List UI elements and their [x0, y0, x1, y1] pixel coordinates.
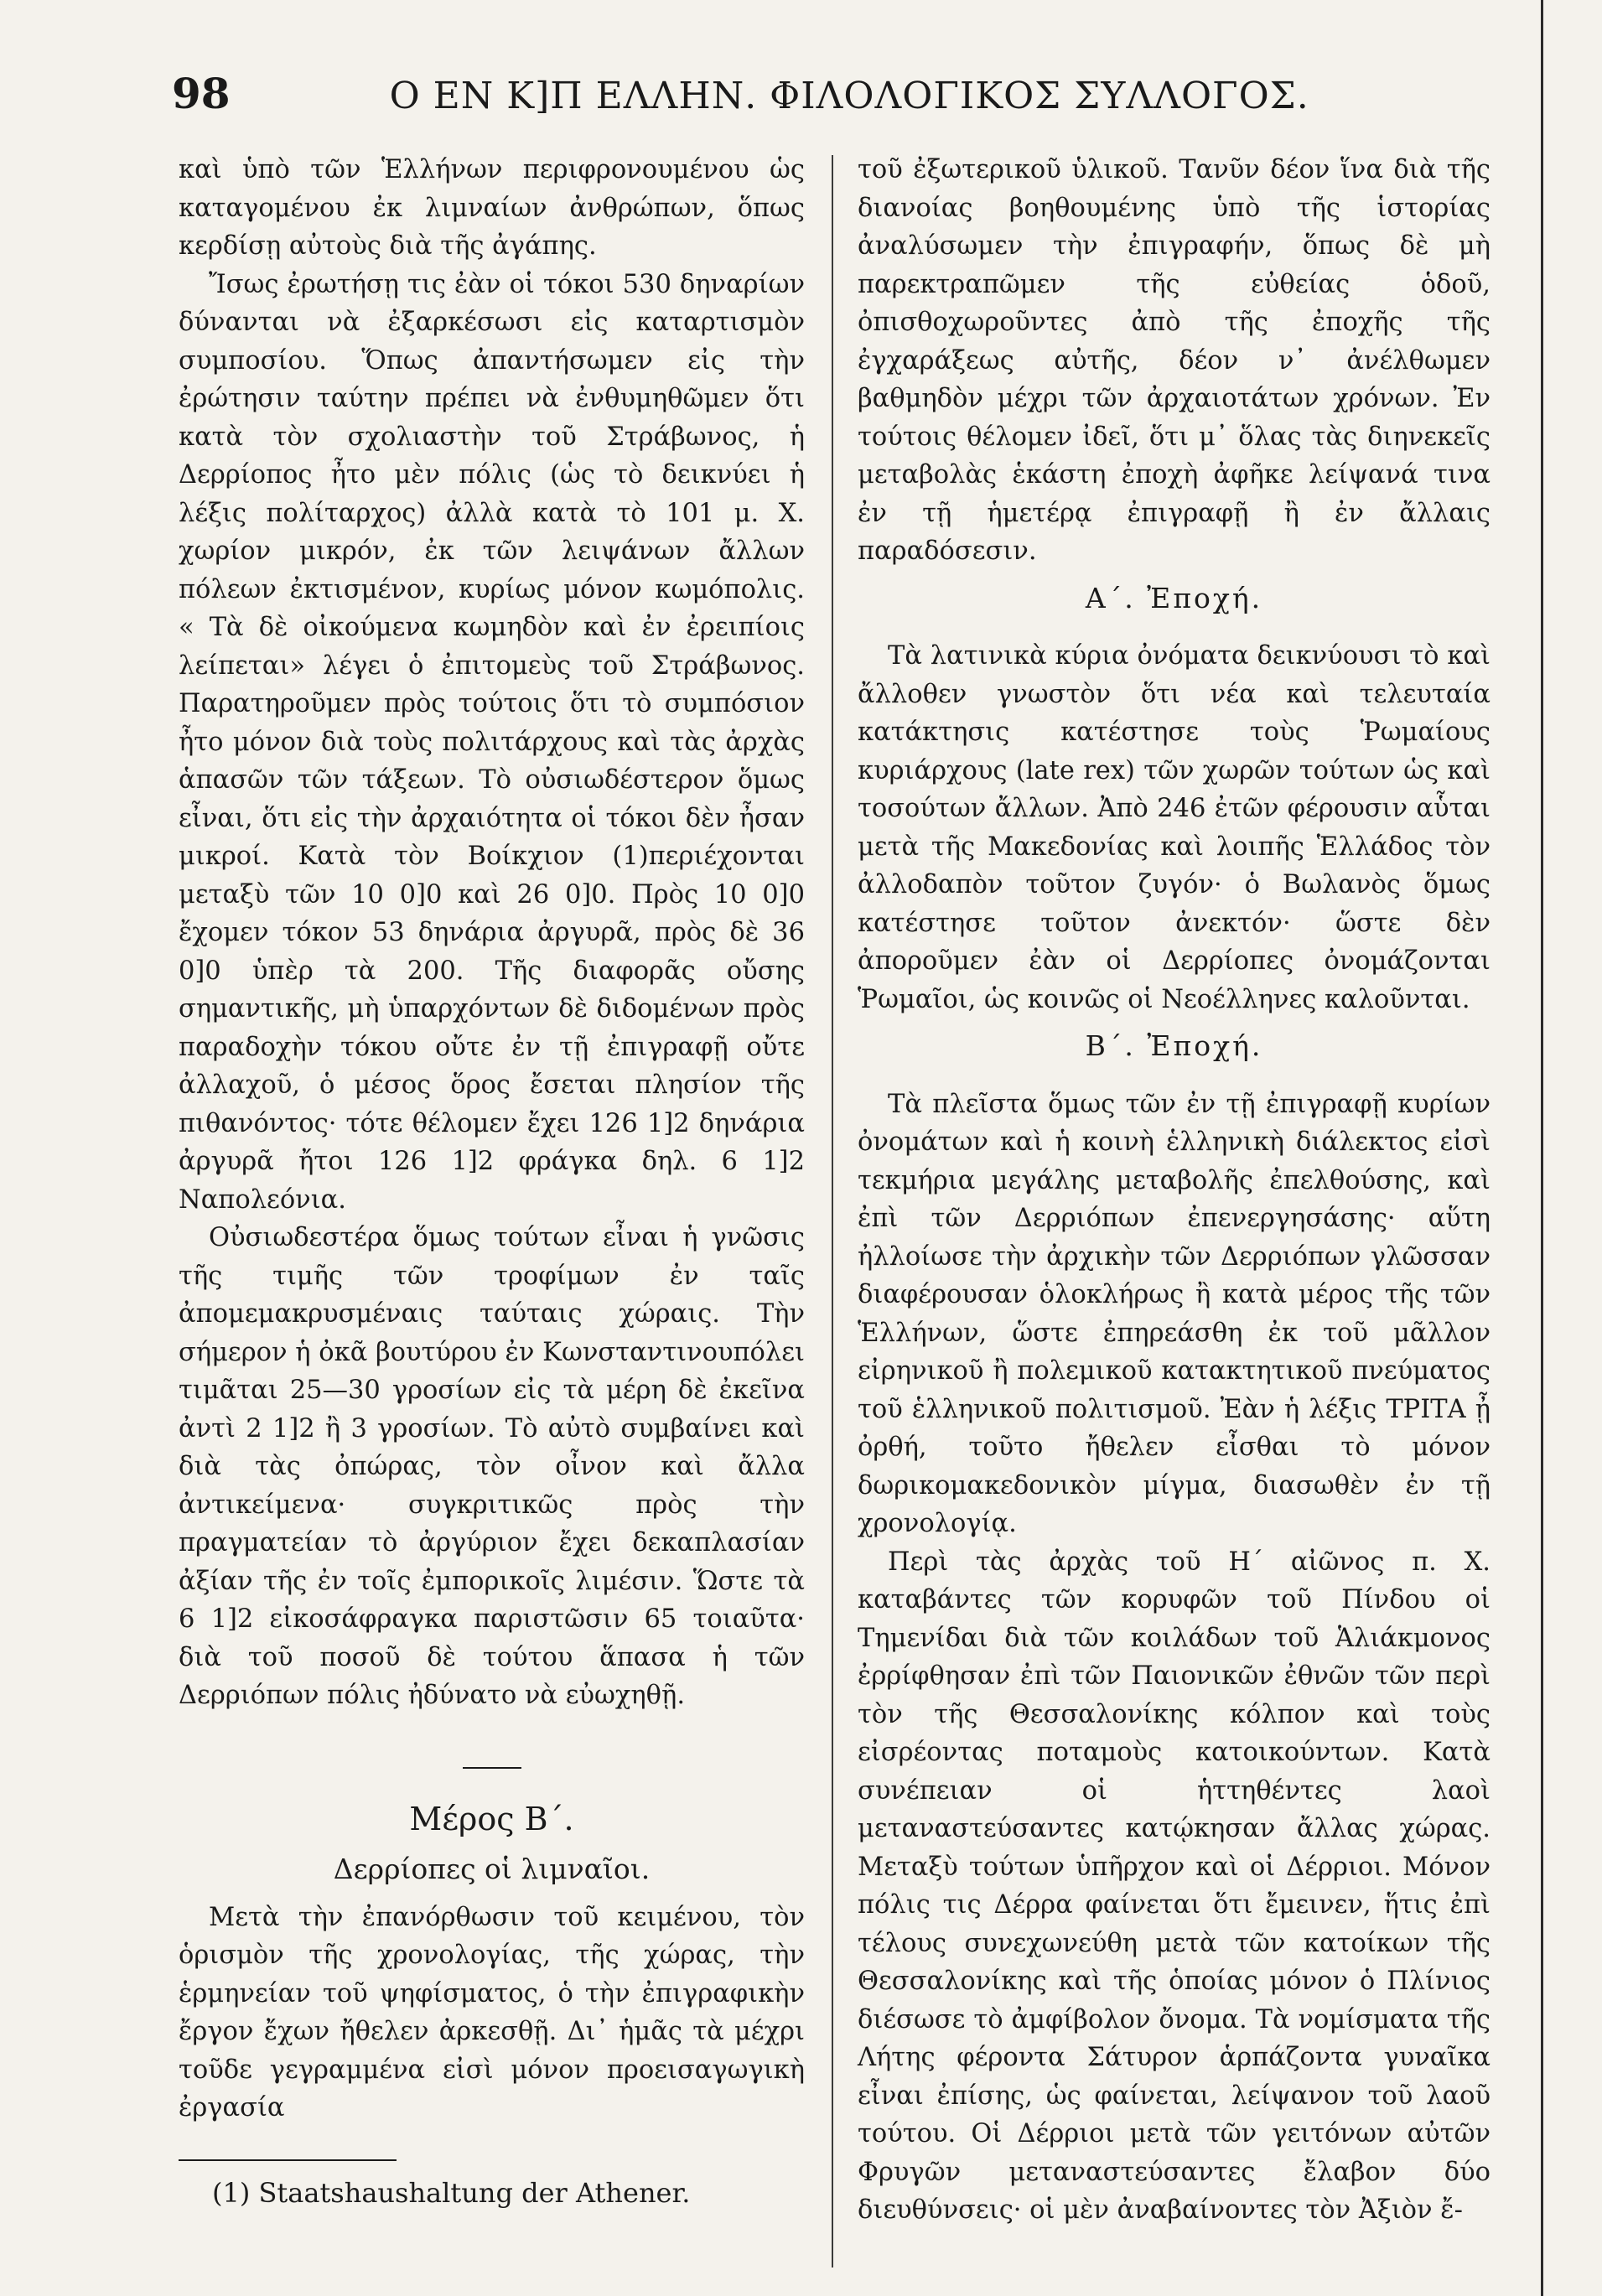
footnote-rule [179, 2159, 397, 2161]
paragraph: Οὐσιωδεστέρα ὅμως τούτων εἶναι ἡ γνῶσις τῆς τιμῆς τῶν τροφίμων ἐν ταῖς ἀπομεμακρυσμέναις ταύταις χώραις. Τὴν σήμερον ἡ ὀκᾶ βουτύρου ἐν Κωνσταντινουπόλει τιμᾶται 25—30 γροσίων εἰς τὰ μέρη δὲ ἐκεῖνα ἀντὶ 2 1]2 ἢ 3 γροσίων. Τὸ αὐτὸ συμβαίνει καὶ διὰ τὰς ὀπώρας, τὸν οἶνον καὶ ἄλλα ἀντικείμενα· συγκριτικῶς πρὸς τὴν πραγματείαν τὸ ἀργύριον ἔχει δεκαπλασίαν ἀξίαν τῆς ἐν τοῖς ἐμπορικοῖς λιμέσιν. Ὥστε τὰ 6 1]2 εἰκοσάφραγκα παριστῶσιν 65 τοιαῦτα· διὰ τοῦ ποσοῦ δὲ τούτου ἅπασα ἡ τῶν Δερριόπων πόλις ἠδύνατο νὰ εὐωχηθῇ. [179, 1223, 805, 1710]
page-header [172, 69, 1309, 127]
paragraph: Τὰ πλεῖστα ὅμως τῶν ἐν τῇ ἐπιγραφῇ κυρίων ὀνομάτων καὶ ἡ κοινὴ ἑλληνικὴ διάλεκτος εἰσὶ τεκμήρια μεγάλης μεταβολῆς ἐπελθούσης, καὶ ἐπὶ τῶν Δερριόπων ἐπενεργησάσης· αὕτη ἠλλοίωσε τὴν ἀρχικὴν τῶν Δερριόπων γλῶσσαν διαφέρουσαν ὁλοκλήρως ἢ κατὰ μέρος τῆς τῶν Ἑλλήνων, ὥστε ἐπηρεάσθη ἐκ τοῦ μᾶλλον εἰρηνικοῦ ἢ πολεμικοῦ κατακτητικοῦ πνεύματος τοῦ ἑλληνικοῦ πολιτισμοῦ. Ἐὰν ἡ λέξις ΤΡΙΤΑ ᾖ ὀρθή, τοῦτο ἤθελεν εἶσθαι τὸ μόνον δωρικομακεδονικὸν μίγμα, διασωθὲν ἐν τῇ χρονολογίᾳ. [858, 1089, 1491, 1538]
epoch-b-heading: Β΄. Ἐποχή. [1085, 1029, 1263, 1062]
section-divider [463, 1767, 521, 1769]
left-column [179, 151, 805, 2212]
running-title: Ο ΕΝ Κ]Π ΕΛΛΗΝ. ΦΙΛΟΛΟΓΙΚΟΣ ΣΥΛΛΟΓΟΣ. [389, 75, 1309, 117]
page-number: 98 [172, 69, 231, 118]
paragraph: τοῦ ἐξωτερικοῦ ὑλικοῦ. Τανῦν δέον ἵνα διὰ τῆς διανοίας βοηθουμένης ὑπὸ τῆς ἱστορίας ἀναλύσωμεν τὴν ἐπιγραφήν, ὅπως δὲ μὴ παρεκτραπῶμεν τῆς εὐθείας ὁδοῦ, ὀπισθοχωροῦντες ἀπὸ τῆς ἐποχῆς τῆς ἐγχαράξεως αὐτῆς, δέον ν᾽ ἀνέλθωμεν βαθμηδὸν μέχρι τῶν ἀρχαιοτάτων χρόνων. Ἐν τούτοις θέλομεν ἰδεῖ, ὅτι μ᾽ ὅλας τὰς διηνεκεῖς μεταβολὰς ἑκάστη ἐποχὴ ἀφῆκε λείψανά τινα ἐν τῇ ἡμετέρᾳ ἐπιγραφῇ ἢ ἐν ἄλλαις παραδόσεσιν. [858, 155, 1491, 566]
paragraph: Τὰ λατινικὰ κύρια ὀνόματα δεικνύουσι τὸ καὶ ἄλλοθεν γνωστὸν ὅτι νέα καὶ τελευταία κατάκτησις κατέστησε τοὺς Ῥωμαίους κυριάρχους (late rex) τῶν χωρῶν τούτων ὡς καὶ τοσούτων ἄλλων. Ἀπὸ 246 ἐτῶν φέρουσιν αὗται μετὰ τῆς Μακεδονίας καὶ λοιπῆς Ἑλλάδος τὸν ἀλλοδαπὸν τοῦτον ζυγόν· ὁ Βωλανὸς ὅμως κατέστησε τοῦτον ἀνεκτόν· ὥστε δὲν ἀποροῦμεν ἐὰν οἱ Δερρίοπες ὀνομάζονται Ῥωμαῖοι, ὡς κοινῶς οἱ Νεοέλληνες καλοῦνται. [858, 641, 1491, 1014]
paragraph: Ἴσως ἐρωτήσῃ τις ἐὰν οἱ τόκοι 530 δηναρίων δύνανται νὰ ἐξαρκέσωσι εἰς καταρτισμὸν συμποσίου. Ὅπως ἀπαντήσωμεν εἰς τὴν ἐρώτησιν ταύτην πρέπει νὰ ἐνθυμηθῶμεν ὅτι κατὰ τὸν σχολιαστὴν τοῦ Στράβωνος, ἡ Δερρίοπος ἦτο μὲν πόλις (ὡς τὸ δεικνύει ἡ λέξις πολίταρχος) ἀλλὰ κατὰ τὸ 101 μ. Χ. χωρίον μικρόν, ἐκ τῶν λειψάνων ἄλλων πόλεων ἐκτισμένον, κυρίως μόνον κωμόπολις. « Τὰ δὲ οἰκούμενα κωμηδὸν καὶ ἐν ἐρειπίοις λείπεται» λέγει ὁ ἐπιτομεὺς τοῦ Στράβωνος. Παρατηροῦμεν πρὸς τούτοις ὅτι τὸ συμπόσιον ἦτο μόνον διὰ τοὺς πολιτάρχους καὶ τὰς ἀρχὰς ἁπασῶν τῶν τάξεων. Τὸ οὐσιωδέστερον ὅμως εἶναι, ὅτι εἰς τὴν ἀρχαιότητα οἱ τόκοι δὲν ἦσαν μικροί. Κατὰ τὸν Βοίκχιον (1)περιέχονται μεταξὺ τῶν 10 0]0 καὶ 26 0]0. Πρὸς 10 0]0 ἔχομεν τόκον 53 δηνάρια ἀργυρᾶ, πρὸς δὲ 36 0]0 ὑπὲρ τὰ 200. Τῆς διαφορᾶς οὔσης σημαντικῆς, μὴ ὑπαρχόντων δὲ διδομένων πρὸς παραδοχὴν τόκου οὔτε ἐν τῇ ἐπιγραφῇ οὔτε ἀλλαχοῦ, ὁ μέσος ὅρος ἔσεται πλησίον τῆς πιθανόντος· τότε θέλομεν ἔχει 126 1]2 δηνάρια ἀργυρᾶ ἤτοι 126 1]2 φράγκα δηλ. 6 1]2 Ναπολεόνια. [179, 269, 805, 1215]
right-column [858, 151, 1491, 2230]
paragraph: Περὶ τὰς ἀρχὰς τοῦ Η΄ αἰῶνος π. Χ. καταβάντες τῶν κορυφῶν τοῦ Πίνδου οἱ Τημενίδαι διὰ τῶν κοιλάδων τοῦ Ἁλιάκμονος ἐρρίφθησαν ἐπὶ τῶν Παιονικῶν ἐθνῶν τῶν περὶ τὸν τῆς Θεσσαλονίκης κόλπον καὶ τοὺς εἰσρέοντας ποταμοὺς κατοικούντων. Κατὰ συνέπειαν οἱ ἡττηθέντες λαοὶ μεταναστεύσαντες κατῴκησαν ἄλλας χώρας. Μεταξὺ τούτων ὑπῆρχον καὶ οἱ Δέρριοι. Μόνον πόλις τις Δέρρα φαίνεται ὅτι ἔμεινεν, ἥτις ἐπὶ τέλους συνεχωνεύθη μετὰ τῶν κατοίκων τῆς Θεσσαλονίκης καὶ τῆς ὁποίας μόνον ὁ Πλίνιος διέσωσε τὸ ἀμφίβολον ὄνομα. Τὰ νομίσματα τῆς Λήτης φέροντα Σάτυρον ἁρπάζοντα γυναῖκα εἶναι ἐπίσης, ὡς φαίνεται, λείψανον τοῦ λαοῦ τούτου. Οἱ Δέρριοι μετὰ τῶν γειτόνων αὐτῶν Φρυγῶν μεταναστεύσαντες ἔλαβον δύο διευθύνσεις· οἱ μὲν ἀναβαίνοντες τὸν Ἀξιὸν ἔ- [858, 1547, 1491, 2225]
part-subheading: Δερρίοπες οἱ λιμναῖοι. [333, 1853, 651, 1885]
part-heading: Μέρος Β΄. [409, 1800, 574, 1837]
column-divider [832, 155, 833, 2267]
binding-edge [1541, 0, 1543, 2296]
paragraph: καὶ ὑπὸ τῶν Ἑλλήνων περιφρονουμένου ὡς καταγομένου ἐκ λιμναίων ἀνθρώπων, ὅπως κερδίσῃ αὐτοὺς διὰ τῆς ἀγάπης. [179, 155, 805, 261]
footnote: (1) Staatshaushaltung der Athener. [212, 2176, 691, 2209]
epoch-a-heading: Α΄. Ἐποχή. [1085, 581, 1263, 614]
paragraph: Μετὰ τὴν ἐπανόρθωσιν τοῦ κειμένου, τὸν ὁρισμὸν τῆς χρονολογίας, τῆς χώρας, τὴν ἑρμηνείαν τοῦ ψηφίσματος, ὁ τὴν ἐπιγραφικὴν ἔργον ἔχων ἤθελεν ἀρκεσθῇ. Δι᾽ ἡμᾶς τὰ μέχρι τοῦδε γεγραμμένα εἰσὶ μόνον προεισαγωγικὴ ἐργασία [179, 1902, 805, 2122]
